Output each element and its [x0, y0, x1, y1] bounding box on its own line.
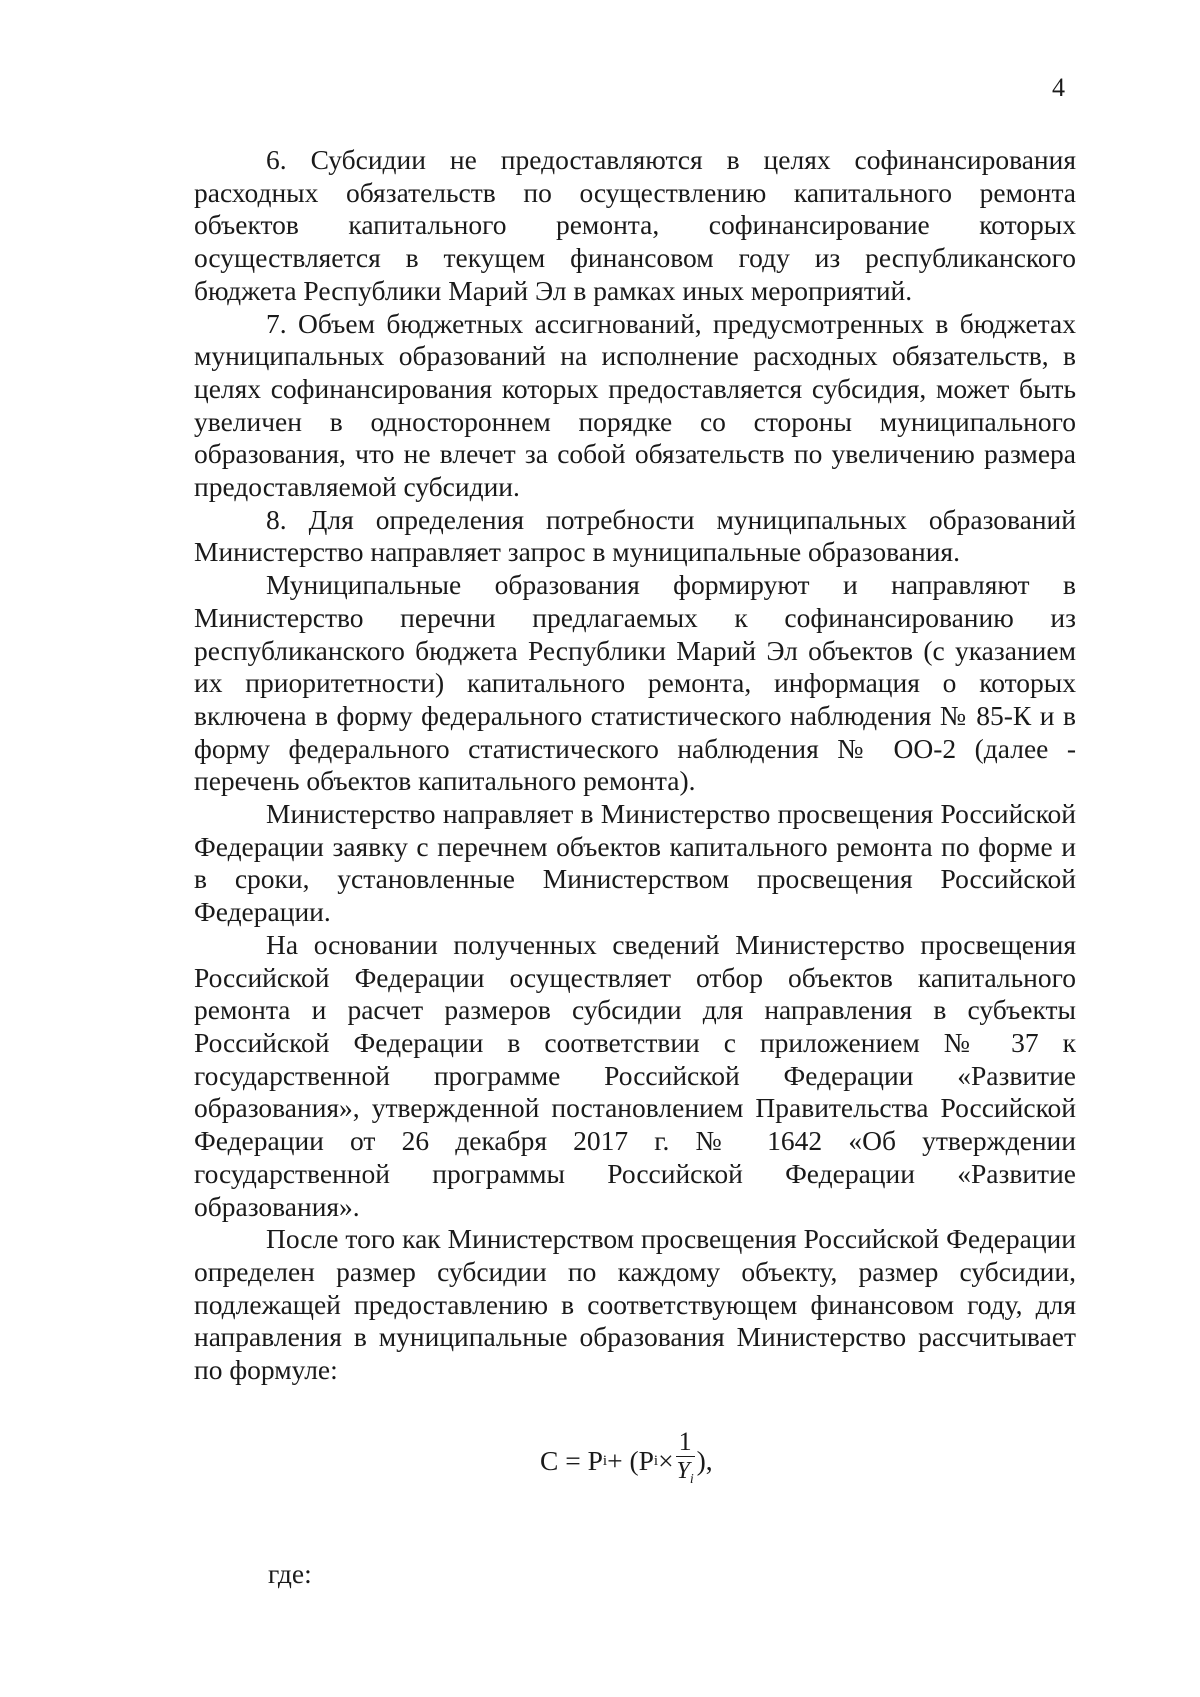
- formula-times: ×: [658, 1445, 674, 1476]
- fraction-denominator: [676, 1457, 693, 1494]
- document-body: [194, 144, 1076, 1387]
- paragraph-selection-basis: На основании полученных сведений Министерство просвещения Российской Федерации осуществляет отбор объектов капитального ремонта и расчет размеров субсидии для направления в субъекты Российской Федерации в соответствии с приложением № 37 к государственной программе Российской Федерации «Развитие образования», утвержденной постановлением Правительства Российской Федерации от 26 декабря 2017 г. № 1642 «Об утверждении государственной программы Российской Федерации «Развитие образования».: [194, 928, 1076, 1222]
- formula-subscript-i: i: [602, 1453, 608, 1469]
- denominator-subscript-i: i: [689, 1472, 694, 1487]
- formula-lhs: С = Р: [540, 1445, 603, 1476]
- formula-fraction: [676, 1428, 695, 1494]
- page-number: 4: [1052, 73, 1065, 102]
- formula-subscript-i-2: i: [653, 1453, 659, 1469]
- paragraph-municipal-lists: Муниципальные образования формируют и направляют в Министерство перечни предлагаемых к софинансированию из республиканского бюджета Республики Марий Эл объектов (с указанием их приоритетности) капитального ремонта, информация о которых включена в форму федерального статистического наблюдения № 85-К и в форму федерального статистического наблюдения № ОО-2 (далее - перечень объектов капитального ремонта).: [194, 569, 1076, 797]
- fraction-numerator: 1: [676, 1428, 695, 1457]
- formula-close: ),: [696, 1445, 713, 1476]
- paragraph-8: 8. Для определения потребности муниципальных образований Министерство направляет запрос в муниципальные образования.: [194, 503, 1076, 568]
- denominator-symbol: Y: [676, 1458, 690, 1484]
- paragraph-ministry-application: Министерство направляет в Министерство просвещения Российской Федерации заявку с перечнем объектов капитального ремонта по форме и в сроки, установленные Министерством просвещения Российской Федерации.: [194, 798, 1076, 928]
- paragraph-7: 7. Объем бюджетных ассигнований, предусмотренных в бюджетах муниципальных образований на исполнение расходных обязательств, в целях софинансирования которых предоставляется субсидия, может быть увеличен в одностороннем порядке со стороны муниципального образования, что не влечет за собой обязательств по увеличению размера предоставляемой субсидии.: [194, 307, 1076, 503]
- formula-plus-open: + (Р: [607, 1445, 654, 1476]
- paragraph-formula-intro: После того как Министерством просвещения Российской Федерации определен размер субсидии по каждому объекту, размер субсидии, подлежащей предоставлению в соответствующем финансовом году, для направления в муниципальные образования Министерство рассчитывает по формуле:: [194, 1223, 1076, 1386]
- where-label: где:: [268, 1558, 312, 1589]
- subsidy-formula: [540, 1428, 713, 1494]
- paragraph-6: 6. Субсидии не предоставляются в целях софинансирования расходных обязательств по осуществлению капитального ремонта объектов капитального ремонта, софинансирование которых осуществляется в текущем финансовом году из республиканского бюджета Республики Марий Эл в рамках иных мероприятий.: [194, 144, 1076, 306]
